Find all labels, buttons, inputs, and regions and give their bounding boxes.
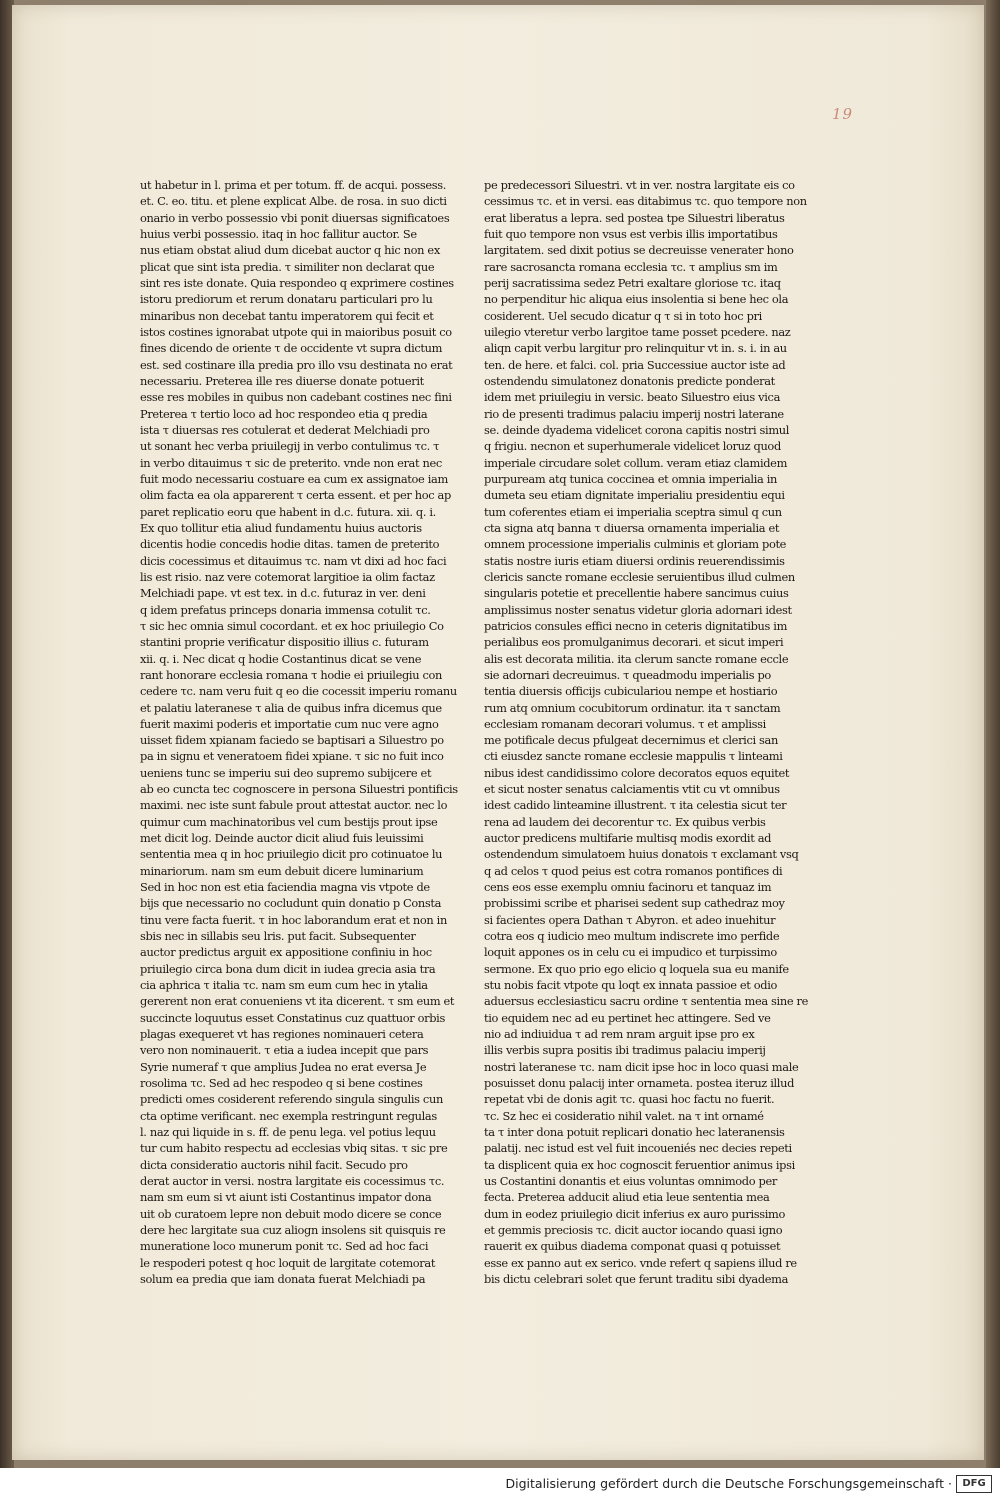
funding-credit: Digitalisierung gefördert durch die Deutsche Forschungsgemeinschaft ·	[505, 1476, 952, 1491]
text-line: Melchiadi pape. vt est tex. in d.c. futuraz in ver. deni	[140, 586, 426, 601]
text-line: Syrie numeraf τ que amplius Judea no erat eversa Je	[140, 1059, 427, 1074]
text-line: cosiderent. Uel secudo dicatur q τ si in toto hoc pri	[484, 308, 762, 323]
text-line: tum coferentes etiam ei imperialia sceptra simul q cun	[484, 504, 782, 519]
text-line: esse res mobiles in quibus non cadebant costines nec fini	[140, 390, 452, 405]
text-line: paret replicatio eoru que habent in d.c. futura. xii. q. i.	[140, 504, 436, 519]
text-line: palatij. nec istud est vel fuit incoueniés nec decies repeti	[484, 1141, 792, 1156]
text-line: dicta consideratio auctoris nihil facit. Secudo pro	[140, 1157, 408, 1172]
text-line: olim facta ea ola apparerent τ certa essent. et per hoc ap	[140, 488, 451, 503]
text-line: et palatiu lateranese τ alia de quibus infra dicemus que	[140, 700, 442, 715]
text-line: ostendendu simulatonez donatonis predicte ponderat	[484, 373, 775, 388]
text-line: nostri lateranese τc. nam dicit ipse hoc in loco quasi male	[484, 1059, 799, 1074]
text-line: stu nobis facit vtpote qu loqt ex innata passioe et odio	[484, 978, 778, 993]
text-line: erat liberatus a lepra. sed postea tpe Siluestri liberatus	[484, 210, 785, 225]
text-line: cotra eos q iudicio meo multum indiscrete imo perfide	[484, 929, 780, 944]
text-line: esse ex panno aut ex serico. vnde refert q sapiens illud re	[484, 1255, 797, 1270]
text-line: necessariu. Preterea ille res diuerse donate potuerit	[140, 373, 424, 388]
text-line: rosolima τc. Sed ad hec respodeo q si bene costines	[140, 1076, 423, 1091]
text-line: τc. Sz hec ei cosideratio nihil valet. na τ int ornamé	[484, 1108, 764, 1123]
text-line: loquit appones os in celu cu ei impudico et turpissimo	[484, 945, 777, 960]
text-line: rena ad laudem dei decorentur τc. Ex quibus verbis	[484, 814, 766, 829]
text-line: ecclesiam romanam decorari volumus. τ et amplissi	[484, 716, 766, 731]
text-line: ta τ inter dona potuit replicari donatio hec lateranensis	[484, 1125, 785, 1140]
text-line: quimur cum machinatoribus vel cum bestijs prout ipse	[140, 814, 438, 829]
text-line: in verbo ditauimus τ sic de preterito. vnde non erat nec	[140, 455, 442, 470]
text-line: illis verbis supra positis ibi tradimus palaciu imperij	[484, 1043, 766, 1058]
text-line: nam sm eum si vt aiunt isti Costantinus impator dona	[140, 1190, 432, 1205]
text-line: fines dicendo de oriente τ de occidente vt supra dictum	[140, 341, 443, 356]
text-line: ueniens tunc se imperiu sui deo supremo subijcere et	[140, 765, 432, 780]
text-line: clericis sancte romane ecclesie seruientibus illud culmen	[484, 569, 795, 584]
text-line: rauerit ex quibus diadema componat quasi q potuisset	[484, 1239, 781, 1254]
text-line: pe predecessori Siluestri. vt in ver. nostra largitate eis co	[484, 178, 795, 192]
text-line: et sicut noster senatus calciamentis vtit cu vt omnibus	[484, 782, 780, 797]
text-line: patricios consules effici necno in ceteris dignitatibus im	[484, 618, 788, 633]
text-line: tinu vere facta fuerit. τ in hoc laborandum erat et non in	[140, 912, 447, 927]
text-line: Sed in hoc non est etia faciendia magna vis vtpote de	[140, 880, 430, 895]
text-line: fuit modo necessariu costuare ea cum ex assignatoe iam	[140, 471, 448, 486]
text-line: sermone. Ex quo prio ego elicio q loquela sua eu manife	[484, 961, 789, 976]
text-line: dicentis hodie concedis hodie ditas. tamen de preterito	[140, 537, 440, 552]
text-line: perij sacratissima sedez Petri exaltare gloriose τc. itaq	[484, 275, 781, 290]
dfg-logo: DFG	[956, 1475, 992, 1493]
text-line: rio de presenti tradimus palaciu imperij nostri laterane	[484, 406, 784, 421]
text-line: q frigiu. necnon et superhumerale videlicet loruz quod	[484, 439, 781, 454]
text-line: fuerit maximi poderis et importatie cum nuc vere agno	[140, 716, 439, 731]
text-line: probissimi scribe et pharisei sedent sup cathedraz moy	[484, 896, 785, 911]
text-line: xii. q. i. Nec dicat q hodie Costantinus dicat se vene	[140, 651, 422, 666]
text-line: minariorum. nam sm eum debuit dicere luminarium	[140, 863, 424, 878]
text-line: muneratione loco munerum ponit τc. Sed ad hoc faci	[140, 1239, 429, 1254]
text-line: cti eiusdez sancte romane ecclesie mappulis τ linteami	[484, 749, 783, 764]
text-line: omnem processione imperialis culminis et gloriam pote	[484, 537, 787, 552]
text-line: aduersus ecclesiasticu sacru ordine τ sententia mea sine re	[484, 994, 808, 1009]
text-line: aliqn capit verbu largitur pro relinquitur vt in. s. i. in au	[484, 341, 787, 356]
text-line: uit ob curatoem lepre non debuit modo dicere se conce	[140, 1206, 442, 1221]
text-line: amplissimus noster senatus videtur gloria adornari idest	[484, 602, 792, 617]
text-line: tentia diuersis officijs cubiculariou nempe et hostiario	[484, 684, 778, 699]
folio-number: 19	[832, 105, 854, 123]
text-line: no perpenditur hic aliqua eius insolentia si bene hec ola	[484, 292, 789, 307]
text-line: stantini proprie verificatur dispositio illius c. futuram	[140, 635, 429, 650]
text-line: q ad celos τ quod peius est cotra romanos pontifices di	[484, 863, 783, 878]
text-line: istoru prediorum et rerum donataru particulari pro lu	[140, 292, 433, 307]
text-line: uisset fidem xpianam faciedo se baptisari a Siluestro po	[140, 733, 444, 748]
text-line: repetat vbi de donis agit τc. quasi hoc factu no fuerit.	[484, 1092, 775, 1107]
text-line: huius verbi possessio. itaq in hoc fallitur auctor. Se	[140, 226, 417, 241]
text-line: dere hec largitate sua cuz aliogn insolens sit quisquis re	[140, 1223, 446, 1237]
text-line: bijs que necessario no cocludunt quin donatio p Consta	[140, 896, 442, 911]
text-line: gererent non erat conueniens vt ita dicerent. τ sm eum et	[140, 994, 455, 1009]
text-line: uilegio vteretur verbo largitoe tame posset pcedere. naz	[484, 324, 791, 339]
text-line: cta signa atq banna τ diuersa ornamenta imperialia et	[484, 520, 780, 535]
text-line: minaribus non decebat tantu imperatorem qui fecit et	[140, 308, 434, 323]
text-line: cessimus τc. et in versi. eas ditabimus τc. quo tempore non	[484, 194, 807, 209]
text-line: Preterea τ tertio loco ad hoc respondeo etia q predia	[140, 406, 428, 421]
text-line: ut sonant hec verba priuilegij in verbo contulimus τc. τ	[140, 439, 440, 454]
text-line: rant honorare ecclesia romana τ hodie ei priuilegiu con	[140, 667, 443, 682]
text-line: imperiale circudare solet collum. veram etiaz clamidem	[484, 455, 788, 470]
text-line: pa in signu et veneratoem fidei xpiane. τ sic no fuit inco	[140, 749, 444, 764]
text-line: q idem prefatus princeps donaria immensa cotulit τc.	[140, 602, 431, 617]
text-line: τ sic hec omnia simul cocordant. et ex hoc priuilegio Co	[140, 618, 444, 633]
text-line: auctor predictus arguit ex appositione confiniu in hoc	[140, 945, 432, 960]
text-column-left	[140, 177, 458, 1286]
text-line: purpuream atq tunica coccinea et omnia imperialia in	[484, 471, 778, 486]
text-line: solum ea predia que iam donata fuerat Melchiadi pa	[140, 1271, 426, 1286]
text-line: istos costines ignorabat utpote qui in maioribus posuit co	[140, 324, 452, 339]
text-line: met dicit log. Deinde auctor dicit aliud fuis leuissimi	[140, 831, 424, 846]
text-line: ten. de here. et falci. col. pria Successiue auctor iste ad	[484, 357, 786, 372]
text-line: est. sed costinare illa predia pro illo vsu destinata no erat	[140, 357, 453, 372]
text-line: ab eo cuncta tec cognoscere in persona Siluestri pontificis	[140, 782, 458, 797]
text-line: idest cadido linteamine illustrent. τ ita celestia sicut ter	[484, 798, 787, 813]
text-line: Ex quo tollitur etia aliud fundamentu huius auctoris	[140, 520, 422, 535]
text-line: rare sacrosancta romana ecclesia τc. τ amplius sm im	[484, 259, 778, 274]
text-line: ista τ diuersas res cotulerat et dederat Melchiadi pro	[140, 422, 430, 437]
text-line: lis est risio. naz vere cotemorat largitioe ia olim factaz	[140, 569, 435, 584]
text-line: derat auctor in versi. nostra largitate eis cocessimus τc.	[140, 1174, 445, 1189]
text-line: ostendendum simulatoem huius donatois τ exclamant vsq	[484, 847, 799, 862]
text-line: auctor predicens multifarie multisq modis exordit ad	[484, 831, 772, 846]
text-line: le respoderi potest q hoc loquit de largitate cotemorat	[140, 1255, 436, 1270]
text-line: nio ad indiuidua τ ad rem nram arguit ipse pro ex	[484, 1027, 755, 1042]
text-line: perialibus eos promulganimus decorari. et sicut imperi	[484, 635, 784, 650]
text-line: alis est decorata militia. ita clerum sancte romane eccle	[484, 651, 789, 666]
text-line: et. C. eo. titu. et plene explicat Albe. de rosa. in suo dicti	[140, 194, 447, 209]
text-line: statis nostre iuris etiam diuersi ordinis reuerendissimis	[484, 553, 785, 568]
text-line: tio equidem nec ad eu pertinet hec attingere. Sed ve	[484, 1010, 771, 1025]
text-line: dumeta seu etiam dignitate imperialiu presidentiu equi	[484, 488, 785, 503]
text-line: succincte loquutus esset Constatinus cuz quattuor orbis	[140, 1010, 445, 1025]
text-line: cedere τc. nam veru fuit q eo die cocessit imperiu romanu	[140, 684, 457, 699]
text-line: sie adornari decreuimus. τ queadmodu imperialis po	[484, 667, 771, 682]
text-line: nibus idest candidissimo colore decoratos equos equitet	[484, 765, 790, 780]
text-line: largitatem. sed dixit potius se decreuisse venerater hono	[484, 243, 794, 258]
text-line: cia aphrica τ italia τc. nam sm eum cum hec in ytalia	[140, 978, 428, 993]
text-line: priuilegio circa bona dum dicit in iudea grecia asia tra	[140, 961, 436, 976]
text-line: plicat que sint ista predia. τ similiter non declarat que	[140, 259, 435, 274]
text-line: bis dictu celebrari solet que ferunt traditu sibi dyadema	[484, 1271, 789, 1286]
text-line: cens eos esse exemplu omniu facinoru et tanquaz im	[484, 880, 772, 895]
text-line: tur cum habito respectu ad ecclesias vbiq sitas. τ sic pre	[140, 1141, 448, 1156]
text-line: fuit quo tempore non vsus est verbis illis importatibus	[484, 226, 778, 241]
text-line: maximi. nec iste sunt fabule prout attestat auctor. nec lo	[140, 798, 448, 813]
text-line: dicis cocessimus et ditauimus τc. nam vt dixi ad hoc faci	[140, 553, 447, 568]
text-line: us Costantini donantis et eius voluntas omnimodo per	[484, 1174, 777, 1189]
text-line: plagas exequeret vt has regiones nominaueri cetera	[140, 1027, 424, 1042]
text-line: fecta. Preterea adducit aliud etia leue sententia mea	[484, 1190, 770, 1205]
text-line: se. deinde dyadema videlicet corona capitis nostri simul	[484, 422, 790, 437]
text-line: singularis potetie et precellentie habere sancimus cuius	[484, 586, 789, 601]
text-line: me potificale decus pfulgeat decernimus et clerici san	[484, 733, 778, 748]
text-line: nus etiam obstat aliud dum dicebat auctor q hic non ex	[140, 243, 440, 258]
book-fore-edge-right	[986, 0, 1000, 1468]
text-line: onario in verbo possessio vbi ponit diuersas significatoes	[140, 210, 450, 225]
text-line: ut habetur in l. prima et per totum. ff. de acqui. possess.	[140, 178, 447, 192]
text-line: predicti omes cosiderent referendo singula singulis cun	[140, 1092, 443, 1107]
text-line: et gemmis preciosis τc. dicit auctor iocando quasi igno	[484, 1223, 783, 1237]
text-line: sententia mea q in hoc priuilegio dicit pro cotinuatoe lu	[140, 847, 443, 862]
text-column-right	[484, 177, 808, 1286]
text-line: ta displicent quia ex hoc cognoscit feruentior animus ipsi	[484, 1157, 795, 1172]
text-line: l. naz qui liquide in s. ff. de penu lega. vel potius lequu	[140, 1125, 436, 1140]
text-line: rum atq omnium cocubitorum ordinatur. ita τ sanctam	[484, 700, 781, 715]
text-line: dum in eodez priuilegio dicit inferius ex auro purissimo	[484, 1206, 785, 1221]
text-line: si facientes opera Dathan τ Abyron. et adeo inuehitur	[484, 912, 776, 927]
text-line: cta optime verificant. nec exempla restringunt regulas	[140, 1108, 437, 1123]
text-line: sbis nec in sillabis seu lris. put facit. Subsequenter	[140, 929, 416, 944]
text-line: posuisset donu palacij inter ornameta. postea iteruz illud	[484, 1076, 795, 1091]
footer-bar	[0, 1468, 1000, 1499]
text-line: sint res iste donate. Quia respondeo q exprimere costines	[140, 275, 454, 290]
text-line: vero non nominauerit. τ etia a iudea incepit que pars	[140, 1043, 429, 1058]
text-line: idem met priuilegiu in versic. beato Siluestro eius vica	[484, 390, 781, 405]
